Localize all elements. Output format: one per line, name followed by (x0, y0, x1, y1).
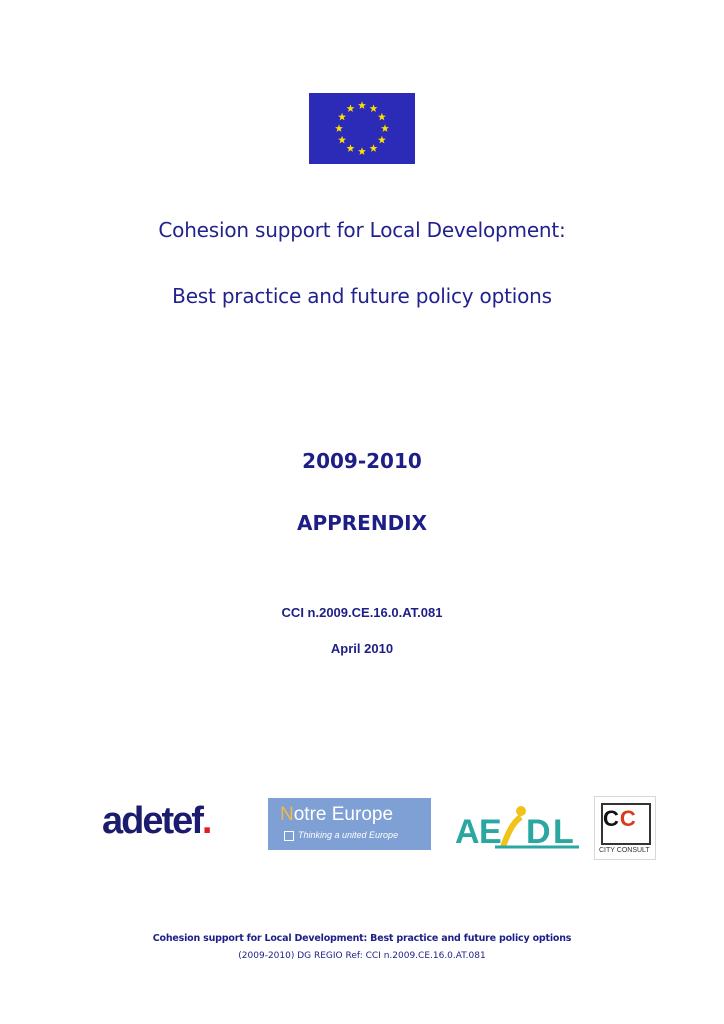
adetef-logo-dot: . (201, 800, 211, 842)
notre-europe-name-rest: otre Europe (293, 804, 394, 825)
document-reference: CCI n.2009.CE.16.0.AT.081 (281, 605, 443, 620)
city-consult-logo (594, 796, 656, 860)
notre-europe-name (280, 804, 393, 826)
document-section: APPRENDIX (296, 511, 428, 535)
document-date: April 2010 (330, 641, 394, 656)
notre-europe-logo (268, 798, 431, 850)
aeidl-figure-head-icon (516, 806, 526, 816)
notre-europe-tagline: Thinking a united Europe (298, 830, 399, 840)
aeidl-logo (455, 803, 583, 853)
document-title-line-1: Cohesion support for Local Development: (158, 218, 566, 242)
footer-reference: (2009-2010) DG REGIO Ref: CCI n.2009.CE.16.0.AT.081 (238, 951, 486, 961)
city-consult-letter-2: C (619, 806, 637, 831)
document-years: 2009-2010 (302, 449, 422, 473)
aeidl-letter-l: L (553, 813, 574, 851)
eu-flag-icon (309, 93, 415, 164)
document-title-line-2: Best practice and future policy options (172, 284, 552, 308)
notre-europe-initial: N (280, 804, 294, 825)
adetef-logo (102, 800, 252, 842)
notre-europe-emblem-icon (284, 831, 294, 841)
adetef-logo-text: adetef (102, 800, 202, 842)
aeidl-figure-icon (503, 817, 521, 847)
city-consult-letters (603, 806, 637, 832)
footer-title: Cohesion support for Local Development: Best practice and future policy options (152, 933, 572, 944)
city-consult-letter-1: C (603, 806, 620, 831)
city-consult-name: CITY CONSULT (599, 847, 650, 854)
aeidl-letter-e: E (479, 813, 502, 851)
aeidl-letter-d: D (526, 813, 551, 851)
aeidl-letter-a: A (455, 813, 480, 851)
